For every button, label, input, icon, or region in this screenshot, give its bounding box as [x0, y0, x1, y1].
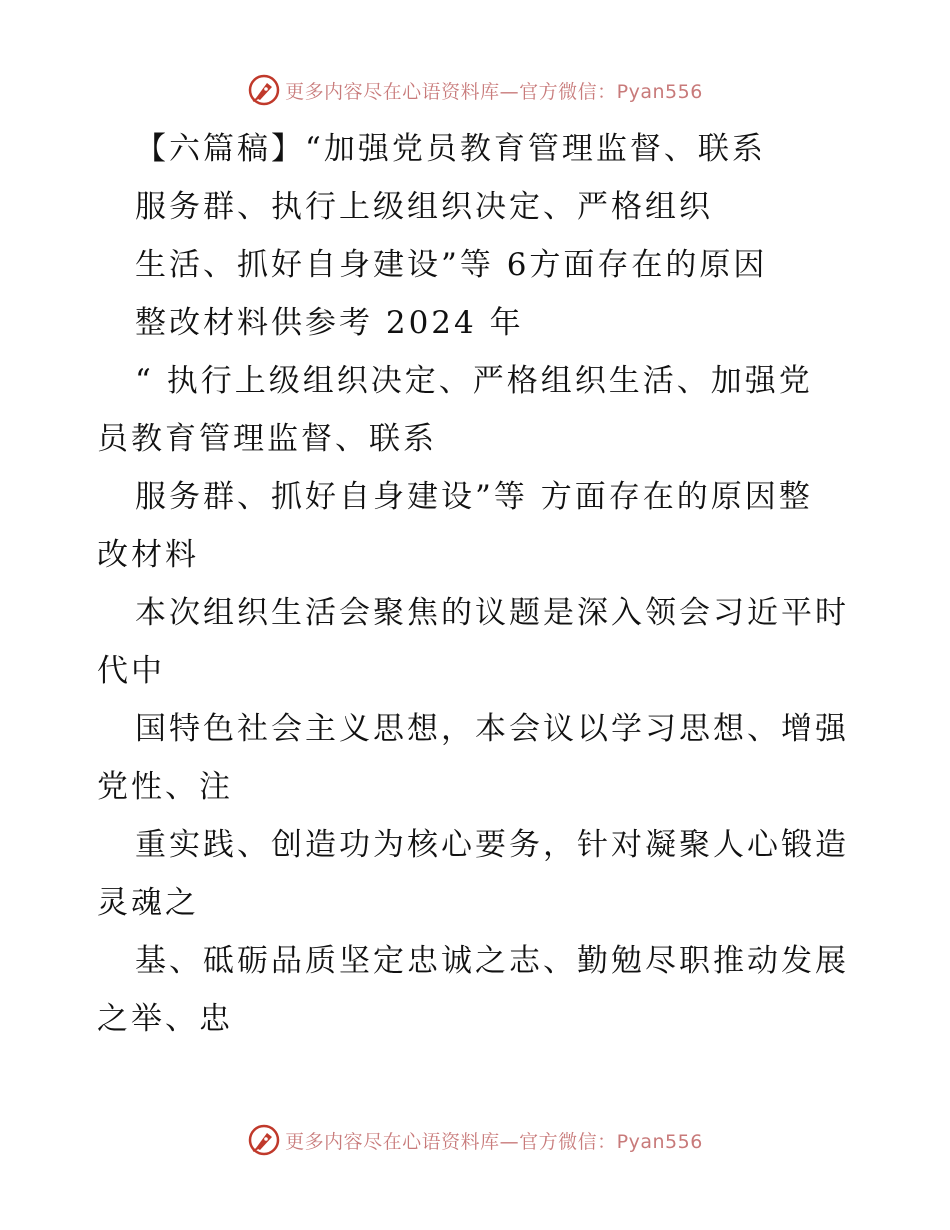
document-text-line: 重实践、创造功为核心要务，针对凝聚人心锻造 [135, 827, 849, 863]
document-title-line-4: 整改材料供参考 2024 年 [135, 305, 524, 341]
pen-nib-logo-icon [247, 73, 281, 107]
footer-banner-text: 更多内容尽在心语资料库—官方微信：Pyan556 [285, 1130, 703, 1153]
footer-banner [0, 1120, 950, 1160]
document-text-line: 代中 [97, 653, 165, 689]
pen-nib-logo-icon [247, 1123, 281, 1157]
document-title-line-3: 生活、抓好自身建设”等 6方面存在的原因 [135, 247, 768, 283]
header-banner [0, 70, 950, 110]
document-text-line: 党性、注 [97, 769, 233, 805]
document-text-line: 本次组织生活会聚焦的议题是深入领会习近平时 [135, 595, 849, 631]
header-banner-text: 更多内容尽在心语资料库—官方微信：Pyan556 [285, 80, 703, 103]
document-text-line: 服务群、抓好自身建设”等 方面存在的原因整 [135, 479, 813, 515]
document-text-line: 国特色社会主义思想，本会议以学习思想、增强 [135, 711, 849, 747]
document-text-line: 改材料 [97, 537, 199, 573]
document-text-line: “ 执行上级组织决定、严格组织生活、加强党 [135, 363, 813, 399]
document-text-line: 员教育管理监督、联系 [97, 421, 437, 457]
document-text-line: 灵魂之 [97, 885, 199, 921]
document-title-line-1: 【六篇稿】“加强党员教育管理监督、联系 [135, 131, 766, 167]
document-text-line: 基、砥砺品质坚定忠诚之志、勤勉尽职推动发展 [135, 943, 849, 979]
document-title-line-2: 服务群、执行上级组织决定、严格组织 [135, 189, 713, 225]
document-text-line: 之举、忠 [97, 1001, 233, 1037]
